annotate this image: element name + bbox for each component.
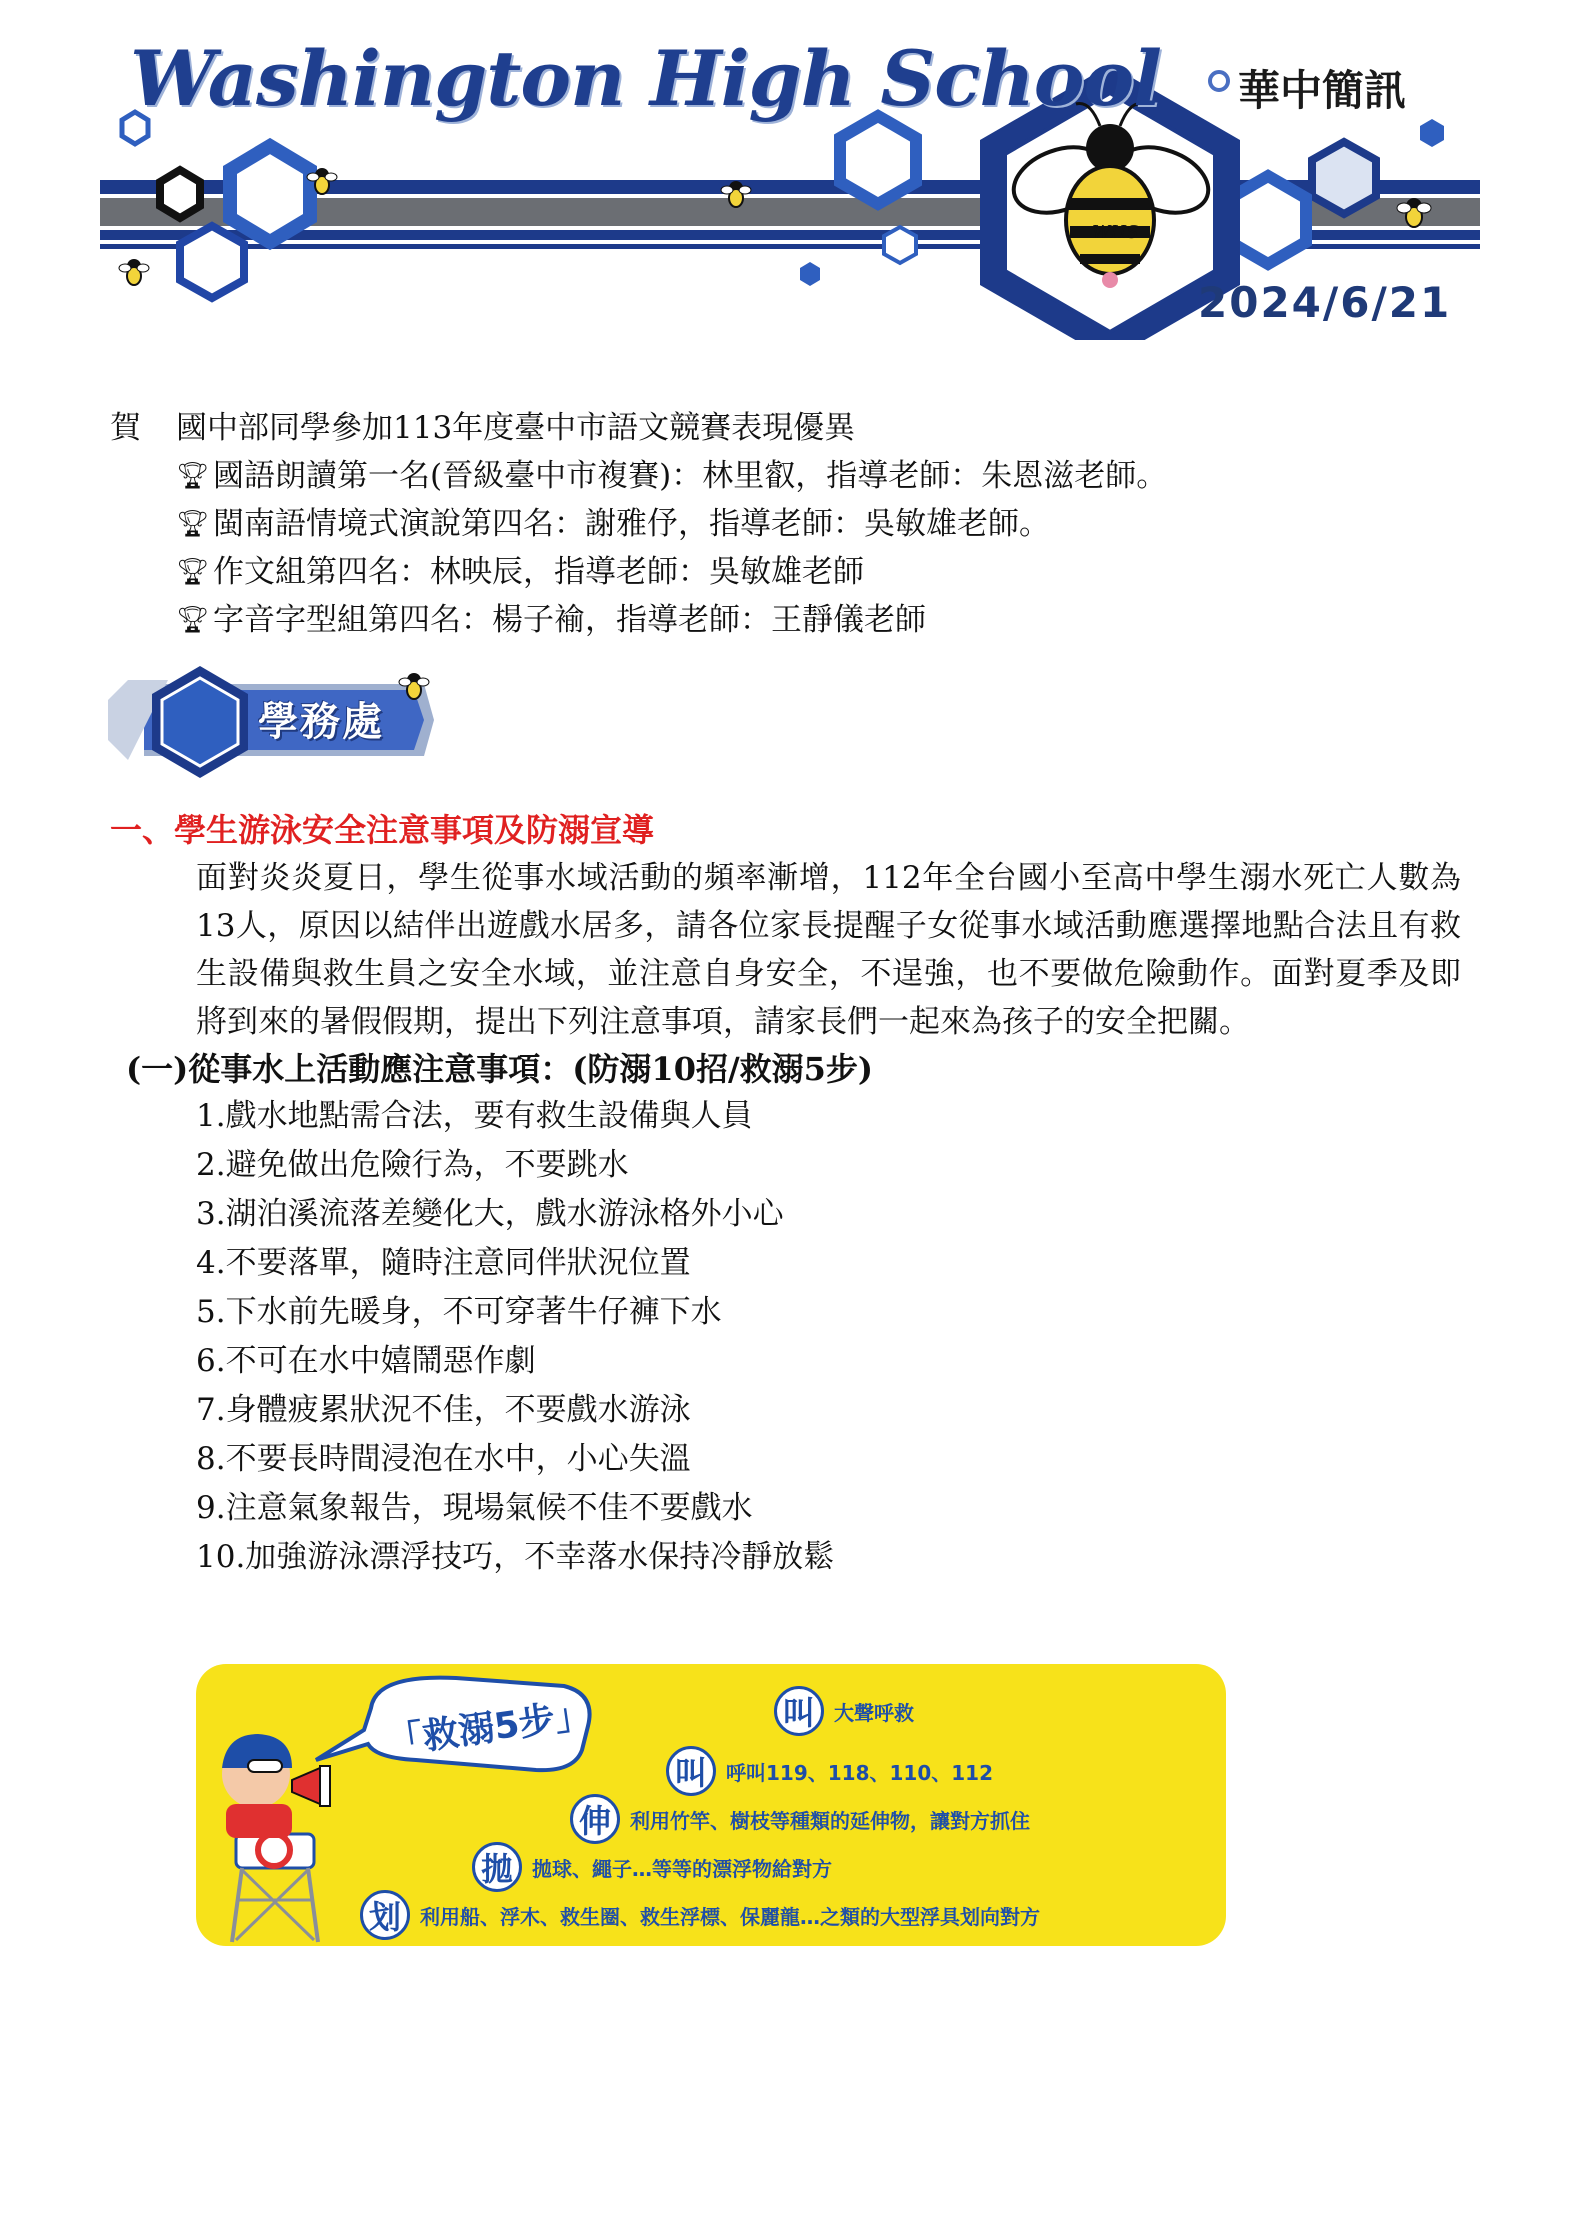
award-text: 作文組第四名：林映辰，指導老師：吳敏雄老師 (213, 554, 865, 590)
rescue-step (360, 1890, 1040, 1940)
school-name: Washington High School (130, 34, 1162, 123)
rescue-steps-panel (196, 1664, 1226, 1946)
award-item (110, 452, 1470, 500)
award-item (110, 596, 1470, 644)
brand-bullet-icon (1208, 70, 1230, 92)
list-item: 6.不可在水中嬉鬧惡作劇 (196, 1343, 536, 1379)
award-text: 閩南語情境式演說第四名：謝雅伃，指導老師：吳敏雄老師。 (213, 506, 1051, 542)
congrats-mark: 賀 (110, 410, 141, 446)
list-item: 8.不要長時間浸泡在水中，小心失溫 (196, 1441, 691, 1477)
trophy-icon: 🏆︎ (176, 605, 210, 635)
step-char: 拋 (472, 1842, 522, 1892)
rescue-step (774, 1686, 914, 1736)
tips-list (196, 1092, 1480, 1582)
step-text: 大聲呼救 (834, 1700, 914, 1725)
subsection-title: (一)從事水上活動應注意事項：(防溺10招/救溺5步) (126, 1050, 874, 1088)
newsletter-brand: 華中簡訊 (1238, 66, 1407, 115)
section-paragraph: 面對炎炎夏日，學生從事水域活動的頻率漸增，112年全台國小至高中學生溺水死亡人數為13人，原因以結伴出遊戲水居多，請各位家長提醒子女從事水域活動應選擇地點合法且有救生設備與救生員之安全水域，並注意自身安全，不逞強，也不要做危險動作。面對夏季及即將到來的暑假假期，提出下列注意事項，請家長們一起來為孩子的安全把關。 (196, 860, 1461, 1040)
list-item: 9.注意氣象報告，現場氣候不佳不要戲水 (196, 1490, 753, 1526)
issue-date: 2024/6/21 (1198, 278, 1452, 327)
trophy-icon: 🏆︎ (176, 509, 210, 539)
step-char: 伸 (570, 1794, 620, 1844)
list-item: 4.不要落單，隨時注意同伴狀況位置 (196, 1245, 691, 1281)
congrats-headline-row (110, 404, 1470, 452)
rescue-title: 「救溺5步」 (384, 1693, 594, 1764)
rescue-step (472, 1842, 832, 1892)
swim-safety-section (110, 808, 1480, 1582)
rescue-step (570, 1794, 1030, 1844)
award-text: 國語朗讀第一名(晉級臺中市複賽)：林里叡，指導老師：朱恩滋老師。 (213, 458, 1168, 494)
department-banner (108, 660, 438, 778)
trophy-icon: 🏆︎ (176, 461, 210, 491)
list-item: 5.下水前先暖身，不可穿著牛仔褲下水 (196, 1294, 722, 1330)
list-item: 2.避免做出危險行為，不要跳水 (196, 1147, 629, 1183)
section-title: 一、學生游泳安全注意事項及防溺宣導 (110, 811, 655, 849)
step-char: 划 (360, 1890, 410, 1940)
newsletter-banner (100, 30, 1480, 340)
list-item: 7.身體疲累狀況不佳，不要戲水游泳 (196, 1392, 691, 1428)
step-text: 利用竹竿、樹枝等種類的延伸物，讓對方抓住 (630, 1808, 1030, 1833)
list-item: 3.湖泊溪流落差變化大，戲水游泳格外小心 (196, 1196, 784, 1232)
step-text: 利用船、浮木、救生圈、救生浮標、保麗龍…之類的大型浮具划向對方 (420, 1904, 1040, 1929)
step-char: 叫 (666, 1746, 716, 1796)
step-text: 拋球、繩子…等等的漂浮物給對方 (532, 1856, 832, 1881)
congratulations-block (110, 404, 1470, 644)
rescue-step (666, 1746, 993, 1796)
award-item (110, 500, 1470, 548)
trophy-icon: 🏆︎ (176, 557, 210, 587)
step-char: 叫 (774, 1686, 824, 1736)
award-item (110, 548, 1470, 596)
list-item: 10.加強游泳漂浮技巧，不幸落水保持冷靜放鬆 (196, 1539, 835, 1575)
award-text: 字音字型組第四名：楊子褕，指導老師：王靜儀老師 (213, 602, 927, 638)
congrats-headline: 國中部同學參加113年度臺中市語文競賽表現優異 (176, 410, 856, 446)
logo-text: WHS (1092, 222, 1139, 243)
list-item: 1.戲水地點需合法，要有救生設備與人員 (196, 1098, 753, 1134)
department-label: 學務處 (258, 699, 384, 745)
step-text: 呼叫119、118、110、112 (726, 1760, 993, 1785)
